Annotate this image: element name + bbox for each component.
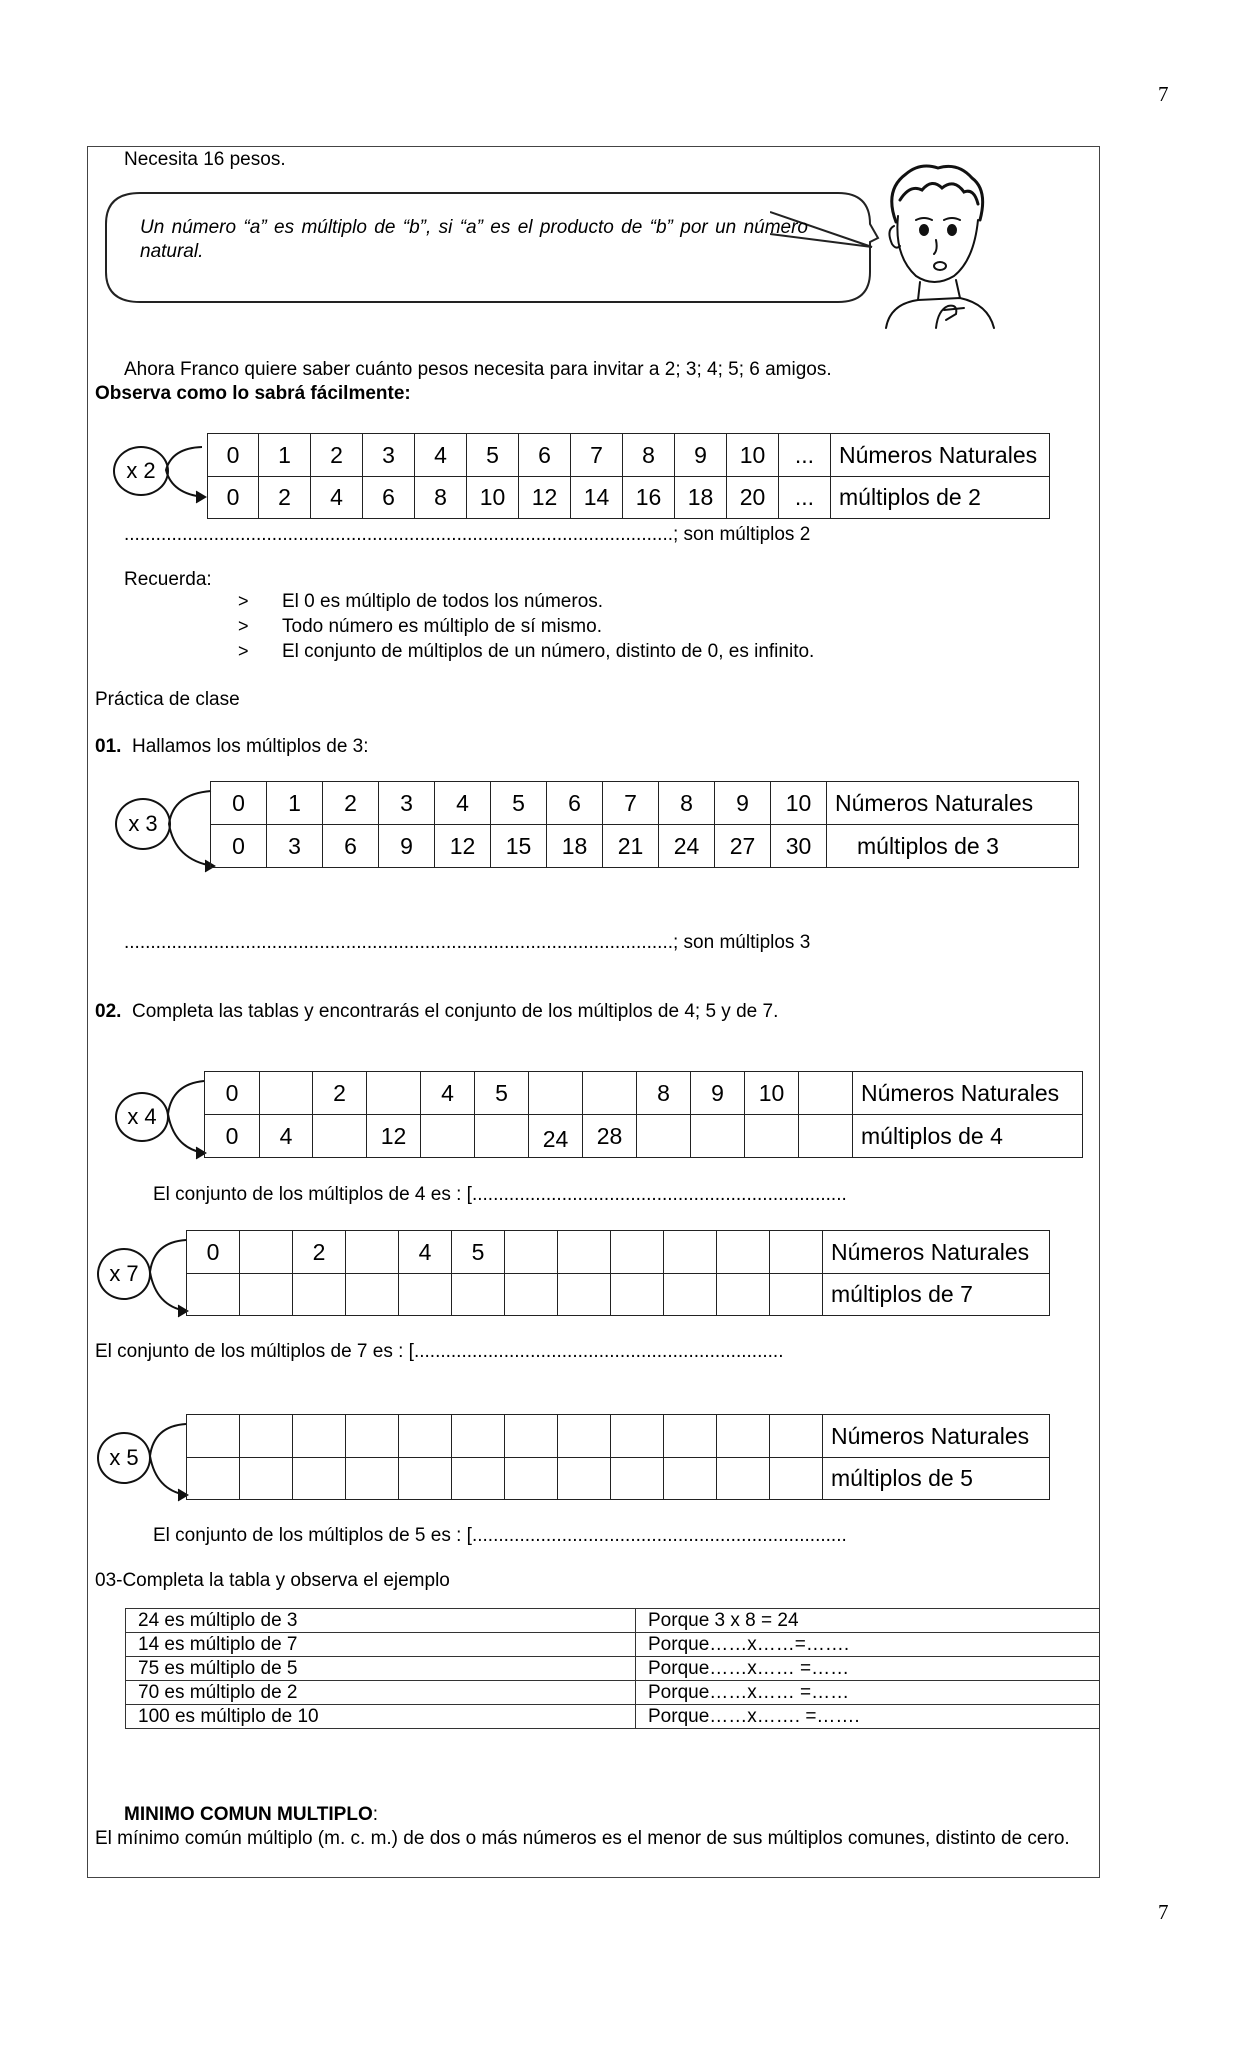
multiples-row [187,1458,1050,1500]
cell: 20 [727,477,779,519]
cell[interactable] [475,1115,529,1158]
cell[interactable] [505,1458,558,1500]
naturals-label: Números Naturales [823,1231,1050,1274]
cell[interactable]: 24 [529,1115,583,1158]
mcm-heading [124,1803,378,1827]
cell[interactable] [745,1115,799,1158]
cell[interactable] [346,1458,399,1500]
cell: 2 [259,477,311,519]
cell[interactable] [717,1458,770,1500]
cell[interactable] [240,1274,293,1316]
cell: 6 [323,825,379,868]
statement-cell: 70 es múltiplo de 2 [126,1681,636,1705]
cell: 5 [491,782,547,825]
exercise-number: 01. [95,736,122,757]
mcm-definition: El mínimo común múltiplo (m. c. m.) de dos o más números es el menor de sus múltiplos comunes, distinto de cero. [95,1828,1070,1849]
cell[interactable] [558,1231,611,1274]
cell[interactable] [346,1274,399,1316]
set-line-x4[interactable]: El conjunto de los múltiplos de 4 es : [....................................................................... [153,1184,847,1205]
cell[interactable] [611,1458,664,1500]
table-multiples-7 [186,1230,1050,1316]
intro-line: Necesita 16 pesos. [124,149,286,170]
cell[interactable] [293,1458,346,1500]
table-row [126,1705,1100,1729]
cell: 1 [267,782,323,825]
cell: 7 [571,434,623,477]
reason-cell[interactable]: Porque……x…… =…… [636,1681,1100,1705]
cell[interactable] [717,1415,770,1458]
exercise-text: Hallamos los múltiplos de 3: [131,736,369,757]
set-line-x5[interactable]: El conjunto de los múltiplos de 5 es : [....................................................................... [153,1525,847,1546]
cell: 6 [363,477,415,519]
cell[interactable] [558,1458,611,1500]
cell: 0 [211,825,267,868]
remember-item-text: Todo número es múltiplo de sí mismo. [282,616,602,637]
cell: 4 [399,1231,452,1274]
cell[interactable] [399,1274,452,1316]
multiples-row [205,1115,1083,1158]
cell[interactable] [187,1458,240,1500]
remember-item [238,639,814,664]
cell: 14 [571,477,623,519]
cell: 1 [259,434,311,477]
cell[interactable]: 28 [583,1115,637,1158]
cell[interactable] [505,1415,558,1458]
cell: 5 [467,434,519,477]
page-number-top: 7 [1158,82,1169,106]
cell[interactable] [799,1115,853,1158]
cell: ... [779,434,831,477]
cell: 5 [452,1231,505,1274]
cell [346,1231,399,1274]
cell[interactable] [399,1458,452,1500]
cell: 21 [603,825,659,868]
cell[interactable] [399,1415,452,1458]
cell[interactable] [346,1415,399,1458]
cell: 8 [415,477,467,519]
statement-cell: 24 es múltiplo de 3 [126,1609,636,1633]
factor-x5-circle: x 5 [97,1432,151,1484]
remember-item [238,589,814,614]
cell[interactable] [611,1274,664,1316]
table-multiples-5 [186,1414,1050,1500]
factor-x3-circle: x 3 [115,798,171,850]
table-multiples-4 [204,1071,1083,1158]
cell[interactable]: 0 [205,1115,260,1158]
answer-line-x3: ........................................................................................................; son múltiplos 3 [124,932,811,953]
cell: ... [779,477,831,519]
multiples-label: múltiplos de 7 [823,1274,1050,1316]
cell: 10 [771,782,827,825]
reason-cell[interactable]: Porque……x……. =……. [636,1705,1100,1729]
cell[interactable] [558,1274,611,1316]
cell: 4 [421,1072,475,1115]
naturals-label: Números Naturales [831,434,1050,477]
cell: 12 [519,477,571,519]
cell [799,1072,853,1115]
cell[interactable] [611,1231,664,1274]
cell [367,1072,421,1115]
cell[interactable] [717,1274,770,1316]
page-number-bottom: 7 [1158,1900,1169,1924]
cell: 0 [205,1072,260,1115]
remember-item-text: El conjunto de múltiplos de un número, distinto de 0, es infinito. [282,641,815,662]
cell: 8 [637,1072,691,1115]
example-table [125,1608,1100,1729]
naturals-row [211,782,1079,825]
reason-cell[interactable]: Porque……x……=……. [636,1633,1100,1657]
remember-title: Recuerda: [124,569,212,590]
table-multiples-2 [207,433,1050,519]
remember-list [238,589,814,664]
cell: 3 [363,434,415,477]
question-text: Ahora Franco quiere saber cuánto pesos necesita para invitar a 2; 3; 4; 5; 6 amigos. [124,359,832,380]
cell: 10 [727,434,779,477]
cell[interactable] [611,1415,664,1458]
cell [529,1072,583,1115]
cell[interactable] [187,1274,240,1316]
remember-item [238,614,814,639]
naturals-label: Números Naturales [827,782,1079,825]
cell: 4 [435,782,491,825]
cell[interactable] [293,1415,346,1458]
multiples-label: múltiplos de 2 [831,477,1050,519]
set-line-x7[interactable]: El conjunto de los múltiplos de 7 es : [...................................................................... [95,1341,784,1362]
cell [240,1231,293,1274]
cell [583,1072,637,1115]
cell: 8 [659,782,715,825]
cell[interactable] [664,1231,717,1274]
cell: 30 [771,825,827,868]
multiple-definition: Un número “a” es múltiplo de “b”, si “a” es el producto de “b” por un número natural. [140,217,808,262]
cell [260,1072,313,1115]
exercise-number: 02. [95,1001,122,1022]
multiples-label: múltiplos de 3 [827,825,1079,868]
naturals-row [187,1415,1050,1458]
cell: 2 [313,1072,367,1115]
cell[interactable] [770,1458,823,1500]
cell[interactable] [452,1415,505,1458]
factor-x4-circle: x 4 [115,1092,169,1142]
cell[interactable] [293,1274,346,1316]
cell: 9 [675,434,727,477]
cell: 4 [311,477,363,519]
exercise-text: Completa las tablas y encontrarás el conjunto de los múltiplos de 4; 5 y de 7. [131,1001,779,1022]
cell: 0 [211,782,267,825]
multiples-row [187,1274,1050,1316]
exercise-02 [95,1000,778,1024]
cell: 10 [745,1072,799,1115]
remember-item-text: El 0 es múltiplo de todos los números. [282,591,604,612]
cell: 9 [715,782,771,825]
table-multiples-3 [210,781,1079,868]
cell: 9 [691,1072,745,1115]
cell[interactable] [770,1415,823,1458]
naturals-label: Números Naturales [853,1072,1083,1115]
cell[interactable] [452,1274,505,1316]
cell[interactable] [187,1415,240,1458]
cell[interactable] [664,1415,717,1458]
cell: 3 [379,782,435,825]
cell: 0 [208,434,259,477]
cell[interactable]: 4 [260,1115,313,1158]
table-row [126,1657,1100,1681]
statement-cell: 14 es múltiplo de 7 [126,1633,636,1657]
cell: 12 [435,825,491,868]
observe-heading: Observa como lo sabrá fácilmente: [95,383,411,404]
cell: 27 [715,825,771,868]
cell[interactable] [505,1231,558,1274]
cell: 5 [475,1072,529,1115]
answer-line-x2: ........................................................................................................; son múltiplos 2 [124,524,811,545]
table-row [126,1633,1100,1657]
cell: 2 [323,782,379,825]
cell[interactable] [770,1231,823,1274]
multiples-label: múltiplos de 5 [823,1458,1050,1500]
cell: 9 [379,825,435,868]
cell: 18 [547,825,603,868]
practice-title: Práctica de clase [95,689,240,710]
cell[interactable] [664,1458,717,1500]
naturals-row [208,434,1050,477]
cell: 6 [519,434,571,477]
cell: 16 [623,477,675,519]
cell[interactable] [313,1115,367,1158]
multiples-row [208,477,1050,519]
bullet-glyph: > [238,616,249,636]
naturals-row [187,1231,1050,1274]
cell: 8 [623,434,675,477]
exercise-01 [95,735,369,759]
mcm-title: MINIMO COMUN MULTIPLO [124,1804,373,1825]
cell: 3 [267,825,323,868]
statement-cell: 75 es múltiplo de 5 [126,1657,636,1681]
multiples-label: múltiplos de 4 [853,1115,1083,1158]
bullet-glyph: > [238,641,249,661]
cell[interactable] [421,1115,475,1158]
cell: 7 [603,782,659,825]
table-row [126,1681,1100,1705]
statement-cell: 100 es múltiplo de 10 [126,1705,636,1729]
mcm-colon: : [372,1804,379,1825]
cell[interactable] [637,1115,691,1158]
reason-cell[interactable]: Porque……x…… =…… [636,1657,1100,1681]
cell: 10 [467,477,519,519]
bullet-glyph: > [238,591,249,611]
factor-x7-circle: x 7 [97,1248,151,1300]
cell[interactable]: 12 [367,1115,421,1158]
cell[interactable] [691,1115,745,1158]
cell: 18 [675,477,727,519]
cell[interactable] [558,1415,611,1458]
factor-x2-circle: x 2 [113,446,169,496]
cell: 0 [187,1231,240,1274]
cell: 2 [293,1231,346,1274]
boy-illustration [876,160,1000,330]
cell: 6 [547,782,603,825]
cell[interactable] [240,1458,293,1500]
cell[interactable] [452,1458,505,1500]
cell[interactable] [240,1415,293,1458]
reason-cell: Porque 3 x 8 = 24 [636,1609,1100,1633]
cell[interactable] [717,1231,770,1274]
naturals-label: Números Naturales [823,1415,1050,1458]
cell[interactable] [770,1274,823,1316]
cell: 2 [311,434,363,477]
cell: 0 [208,477,259,519]
table-row [126,1609,1100,1633]
cell: 15 [491,825,547,868]
cell: 4 [415,434,467,477]
cell[interactable] [505,1274,558,1316]
cell: 24 [659,825,715,868]
exercise-03-title: 03-Completa la tabla y observa el ejemplo [95,1570,450,1591]
cell[interactable] [664,1274,717,1316]
naturals-row [205,1072,1083,1115]
multiples-row [211,825,1079,868]
